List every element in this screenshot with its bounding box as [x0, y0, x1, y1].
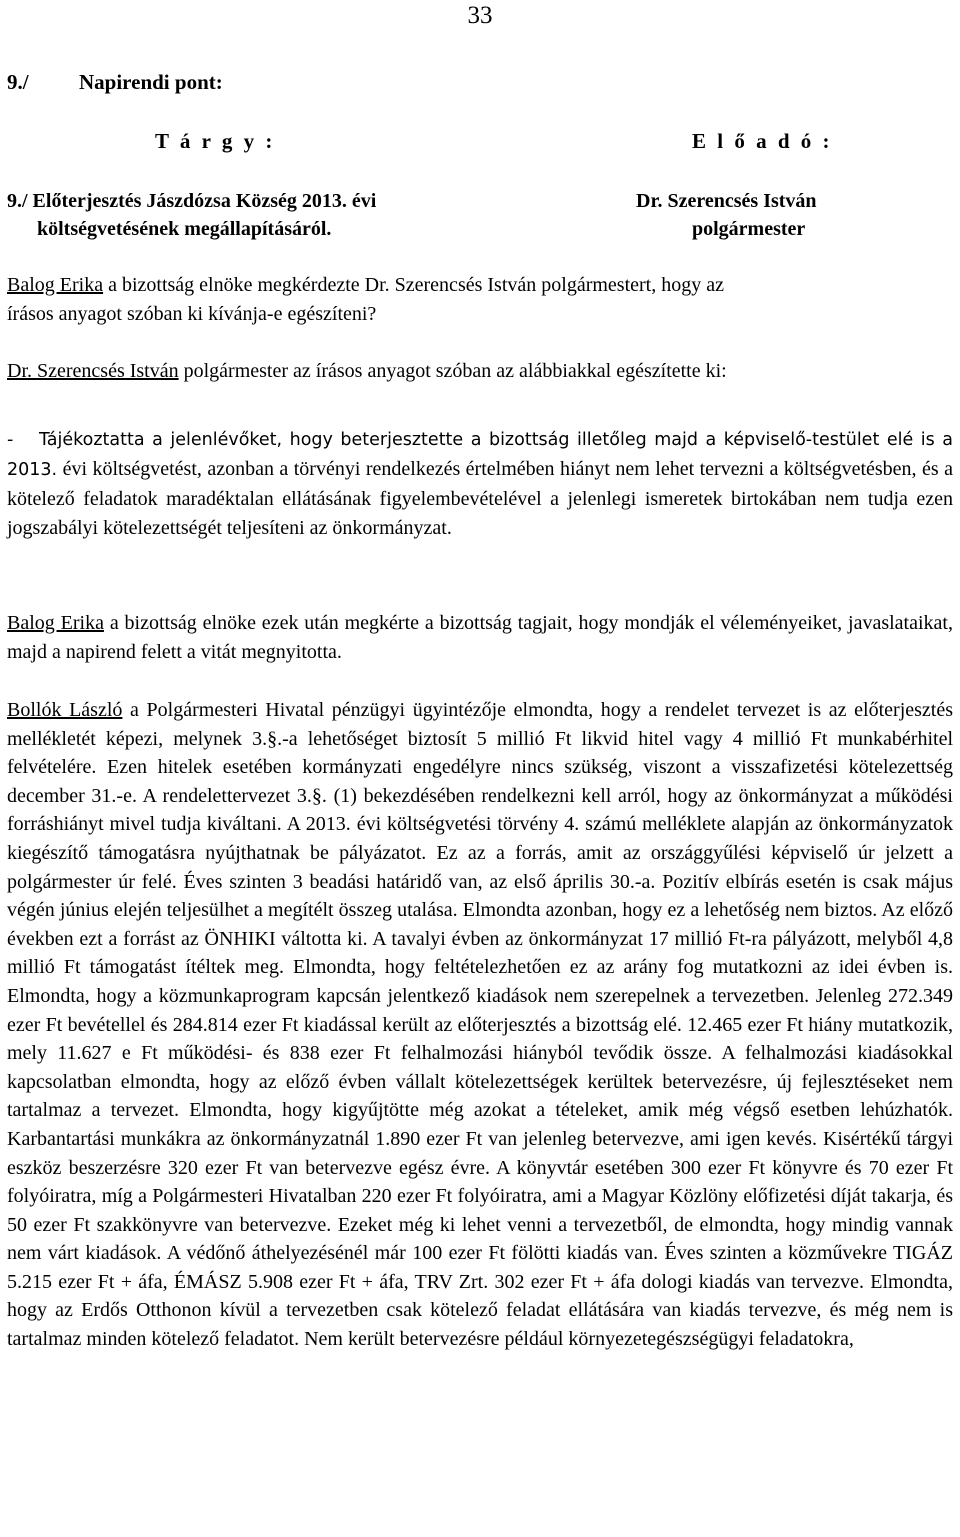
presenter-label: E l ő a d ó :: [692, 129, 833, 153]
paragraph-text: a bizottság elnöke ezek után megkérte a bizottság tagjait, hogy mondják el véleményeiket, javaslataikat, majd a napirend felett a vitát megnyitotta.: [7, 612, 953, 663]
presenter-name: Dr. Szerencsés István: [636, 190, 817, 212]
presenter-block: [636, 187, 817, 243]
subject-block: [7, 187, 376, 243]
agenda-heading: [7, 70, 223, 95]
page-number: 33: [467, 2, 493, 29]
paragraph-1: [7, 271, 953, 328]
bullet-dash: -: [7, 430, 14, 450]
speaker-name: Balog Erika: [7, 612, 104, 634]
paragraph-4: [7, 609, 953, 666]
subject-line-2: költségvetésének megállapításáról.: [37, 218, 332, 240]
speaker-name: Balog Erika: [7, 274, 104, 296]
agenda-number: 9./: [7, 70, 29, 94]
presenter-role: polgármester: [692, 218, 806, 240]
speaker-name: Bollók László: [7, 699, 123, 721]
agenda-title: Napirendi pont:: [79, 70, 223, 94]
paragraph-text: a bizottság elnöke megkérdezte Dr. Szerencsés István polgármestert, hogy az: [103, 274, 724, 296]
speaker-name: Dr. Szerencsés István: [7, 360, 179, 382]
subject-line-1: 9./ Előterjesztés Jászdózsa Község 2013. évi: [7, 190, 377, 212]
paragraph-5: [7, 696, 953, 1354]
paragraph-text-sans: Tájékoztatta a jelenlévőket, hogy beterjesztette a bizottság illetőleg majd a képviselő-testület elé is a 2013.: [7, 430, 953, 480]
paragraph-2: [7, 357, 953, 386]
paragraph-text: polgármester az írásos anyagot szóban az alábbiakkal egészítette ki:: [178, 360, 727, 382]
paragraph-3: [7, 425, 953, 543]
paragraph-text-cont: írásos anyagot szóban ki kívánja-e egészíteni?: [7, 302, 377, 325]
paragraph-text: évi költségvetést, azonban a törvényi rendelkezés értelmében hiányt nem lehet tervezni a költségvetésben, és a kötelező feladatok maradéktalan ellátásának figyelembevételével a jelenlegi ismeretek birtokában nem tudja ezen jogszabályi kötelezettségét teljesíteni az önkormányzat.: [7, 458, 953, 539]
paragraph-text: a Polgármesteri Hivatal pénzügyi ügyintézője elmondta, hogy a rendelet tervezet is az előterjesztés mellékletét képezi, melynek 3.§.-a lehetőséget biztosít 5 millió Ft likvid hitel vagy 4 millió Ft munkabérhitel felvételére. Ezen hitelek esetében kormányzati engedélyre nincs szükség, viszont a visszafizetési kötelezettség december 31.-e. A rendelettervezet 3.§. (1) bekezdésében rendelkezni kell arról, hogy az önkormányzat a működési forráshiányt mivel tudja kiváltani. A 2013. évi költségvetési törvény 4. számú melléklete alapján az önkormányzatok kiegészítő támogatásra nyújthatnak be pályázatot. Ez az a forrás, amit az országgyűlési képviselő úr jelzett a polgármester úr felé. Éves szinten 3 beadási határidő van, az első április 30.-a. Pozitív elbírás esetén is csak május végén június elején teljesülhet a megítélt összeg utalása. Elmondta azonban, hogy ez a lehetőség nem biztos. Az előző években ezt a forrást az ÖNHIKI váltotta ki. A tavalyi évben az önkormányzat 17 millió Ft-ra pályázott, melyből 4,8 millió Ft támogatást ítéltek meg. Elmondta, hogy feltételezhetően ez az arány fog mutatkozni az idei évben is. Elmondta, hogy a közmunkaprogram kapcsán jelentkező kiadások nem szerepelnek a tervezetben. Jelenleg 272.349 ezer Ft bevétellel és 284.814 ezer Ft kiadással került az előterjesztés a bizottság elé. 12.465 ezer Ft hiány mutatkozik, mely 11.627 e Ft működési- és 838 ezer Ft felhalmozási hiányból tevődik össze. A felhalmozási kiadásokkal kapcsolatban elmondta, hogy az előző évben vállalt kötelezettségek kerültek betervezésre, új fejlesztéseket nem tartalmaz a tervezet. Elmondta, hogy kigyűjtötte még azokat a tételeket, amik még végső esetben lehúzhatók. Karbantartási munkákra az önkormányzatnál 1.890 ezer Ft van jelenleg betervezve, ami igen kevés. Kisértékű tárgyi eszköz beszerzésre 320 ezer Ft van betervezve egész évre. A könyvtár esetében 300 ezer Ft könyvre és 70 ezer Ft folyóiratra, míg a Polgármesteri Hivatalban 220 ezer Ft folyóiratra, ami a Magyar Közlöny előfizetési díját takarja, és 50 ezer Ft szakkönyvre van betervezve. Ezeket még ki lehet venni a tervezetből, de elmondta, hogy mindig vannak nem várt kiadások. A védőnő áthelyezésénél már 100 ezer Ft fölötti kiadás van. Éves szinten a közművekre TIGÁZ 5.215 ezer Ft + áfa, ÉMÁSZ 5.908 ezer Ft + áfa, TRV Zrt. 302 ezer Ft + áfa dologi kiadás van tervezve. Elmondta, hogy az Erdős Otthonon kívül a tervezetben csak kötelező feladat ellátására van kiadás tervezve, és még nem is tartalmaz minden kötelező feladatot. Nem került betervezésre például környezetegészségügyi feladatokra,: [7, 699, 954, 1351]
subject-label: T á r g y :: [155, 129, 276, 153]
